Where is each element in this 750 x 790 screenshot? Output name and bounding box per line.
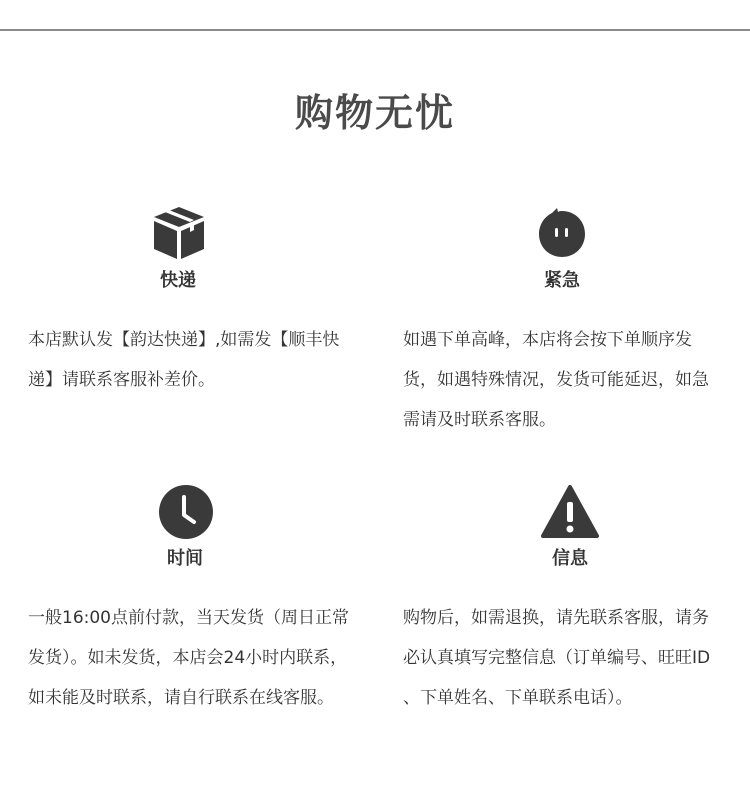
card-body-time: 一般16:00点前付款，当天发货（周日正常发货）。如未发货，本店会24小时内联系，如未能及时联系，请自行联系在线客服。 [28,608,349,708]
page-title: 购物无忧 [294,91,455,135]
warning-icon [530,482,610,542]
clock-icon [146,482,226,542]
card-body-delivery: 本店默认发【韵达快递】,如需发【顺丰快递】请联系客服补差价。 [28,330,340,390]
box-icon [139,202,219,262]
speech-bubble-icon [522,204,602,264]
card-label-time: 时间 [167,548,203,569]
card-label-delivery: 快递 [160,270,196,291]
card-body-info: 购物后，如需退换，请先联系客服，请务必认真填写完整信息（订单编号、旺旺ID 、下单姓名、下单联系电话）。 [403,608,711,708]
card-body-urgent: 如遇下单高峰，本店将会按下单顺序发货，如遇特殊情况，发货可能延迟，如急需请及时联系客服。 [403,330,709,430]
top-divider [0,29,750,31]
card-label-urgent: 紧急 [544,270,580,291]
card-label-info: 信息 [552,548,588,569]
